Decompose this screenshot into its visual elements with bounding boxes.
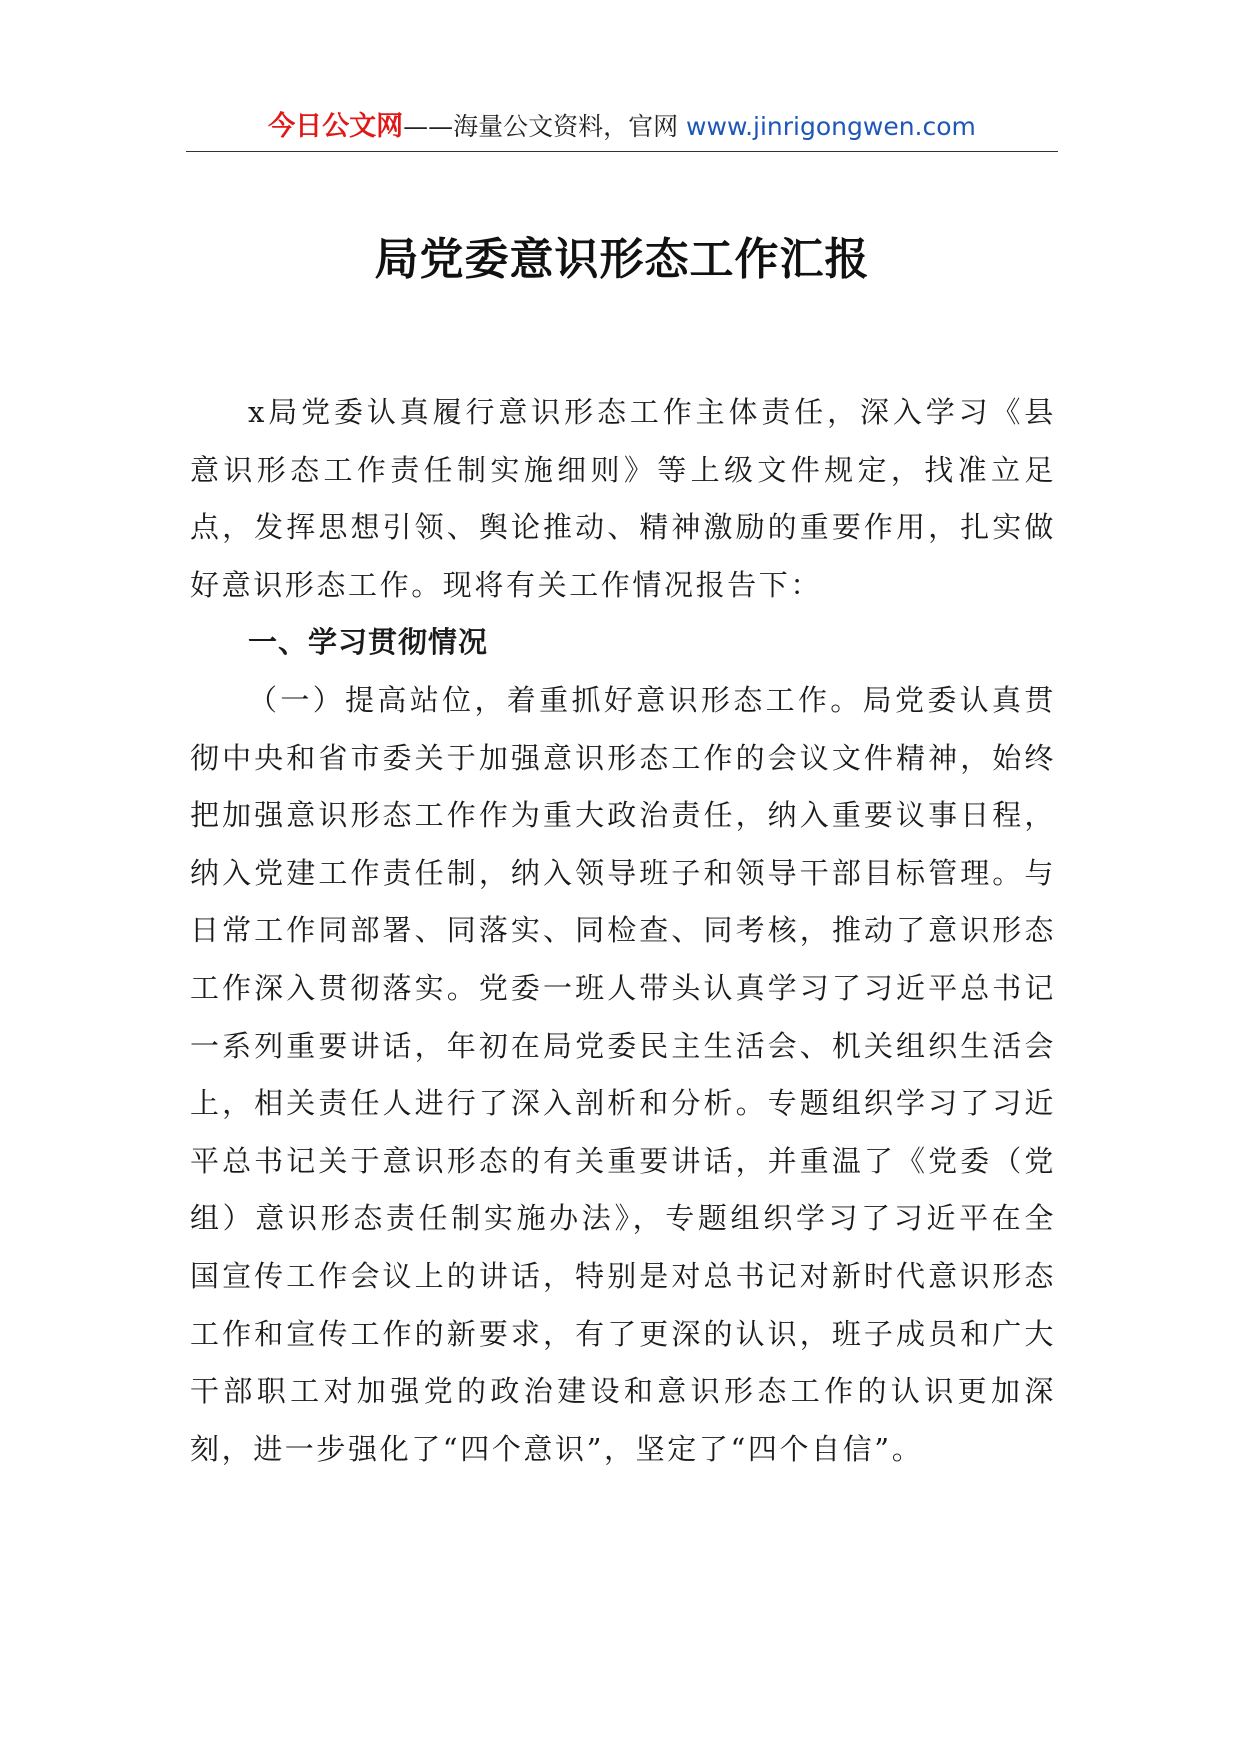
header-divider (186, 151, 1058, 152)
site-url-link[interactable]: www.jinrigongwen.com (686, 112, 976, 141)
section-heading: 一、学习贯彻情况 (248, 625, 489, 660)
document-title: 局党委意识形态工作汇报 (374, 234, 870, 285)
site-brand: 今日公文网 (268, 111, 404, 142)
document-body (190, 384, 1056, 1478)
site-header (186, 104, 1058, 150)
site-tagline: ——海量公文资料，官网 (403, 112, 687, 141)
intro-paragraph: x局党委认真履行意识形态工作主体责任，深入学习《县意识形态工作责任制实施细则》等上级文件规定，找准立足点，发挥思想引领、舆论推动、精神激励的重要作用，扎实做好意识形态工作。现将有关工作情况报告下： (190, 395, 1056, 602)
section-paragraph: （一）提高站位，着重抓好意识形态工作。局党委认真贯彻中央和省市委关于加强意识形态工作的会议文件精神，始终把加强意识形态工作作为重大政治责任，纳入重要议事日程，纳入党建工作责任制，纳入领导班子和领导干部目标管理。与日常工作同部署、同落实、同检查、同考核，推动了意识形态工作深入贯彻落实。党委一班人带头认真学习了习近平总书记一系列重要讲话，年初在局党委民主生活会、机关组织生活会上，相关责任人进行了深入剖析和分析。专题组织学习了习近平总书记关于意识形态的有关重要讲话，并重温了《党委（党组）意识形态责任制实施办法》，专题组织学习了习近平在全国宣传工作会议上的讲话，特别是对总书记对新时代意识形态工作和宣传工作的新要求，有了更深的认识，班子成员和广大干部职工对加强党的政治建设和意识形态工作的认识更加深刻，进一步强化了“四个意识”，坚定了“四个自信”。 (190, 682, 1056, 1466)
